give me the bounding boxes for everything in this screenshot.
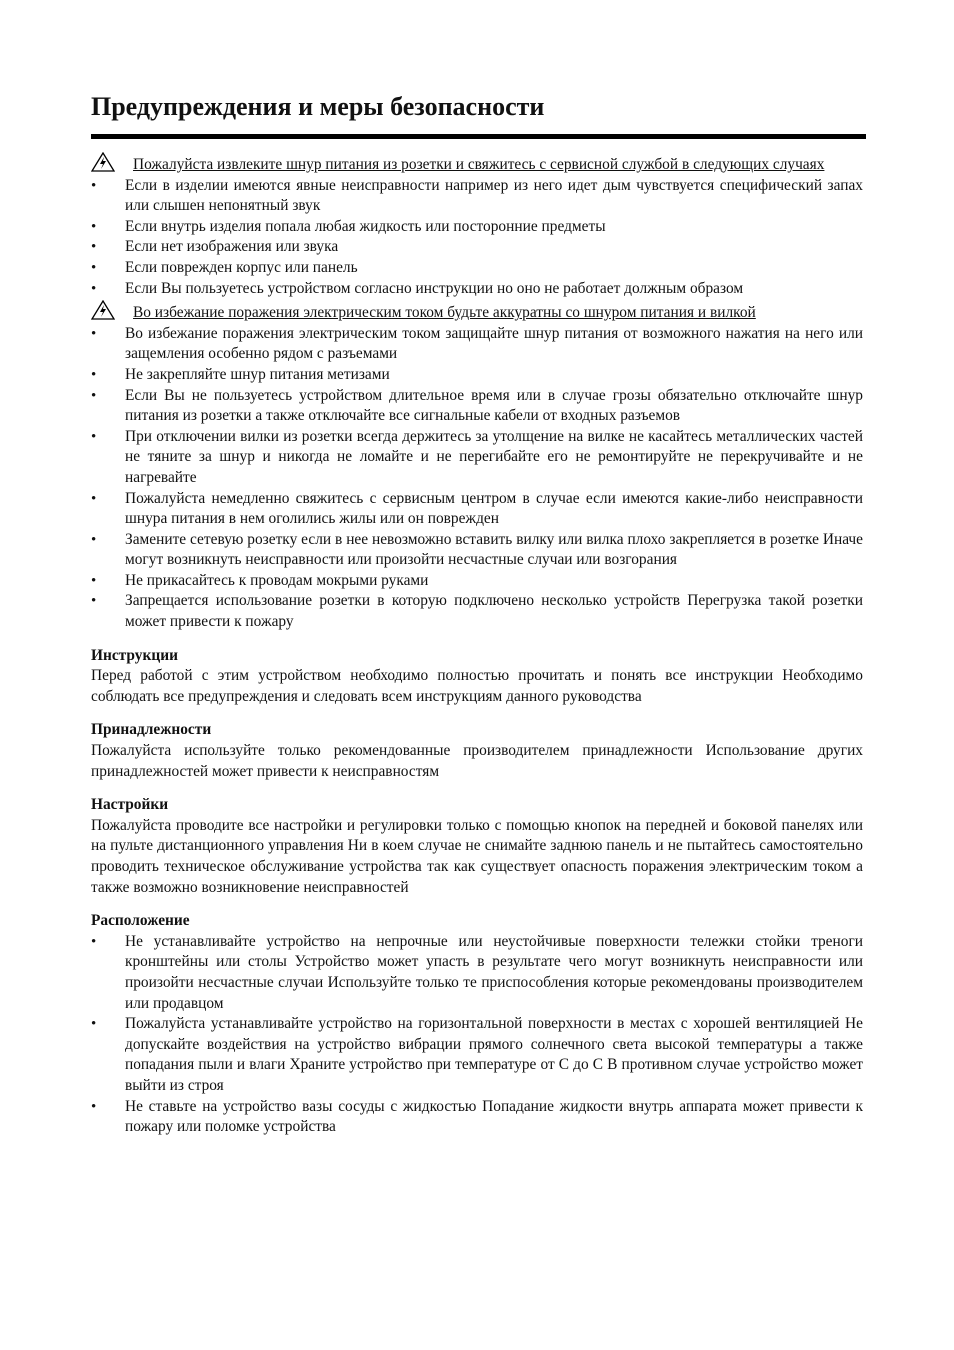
section-text: Перед работой с этим устройством необходимо полностью прочитать и понять все инструкции Необходимо соблюдать все предупреждения и следовать всем инструкциям данного руководства: [91, 667, 863, 705]
list-item: • Замените сетевую розетку если в нее невозможно вставить вилку или вилка плохо закрепляется в розетке Иначе могут возникнуть неисправности или произойти несчастные случаи или возгорания: [91, 530, 863, 571]
list-item: • Не ставьте на устройство вазы сосуды с жидкостью Попадание жидкости внутрь аппарата может привести к пожару или поломке устройства: [91, 1097, 863, 1138]
document-body: [91, 152, 863, 1138]
section-heading: Настройки: [91, 796, 169, 814]
title-divider: [91, 134, 866, 139]
section-text: Пожалуйста используйте только рекомендованные производителем принадлежности Использование других принадлежностей может привести к неисправностям: [91, 742, 863, 780]
section-heading: Принадлежности: [91, 721, 212, 739]
section-settings: [91, 795, 863, 898]
list-item: • Пожалуйста немедленно свяжитесь с сервисным центром в случае если имеются какие-либо неисправности шнура питания в нем оголились жилы или он поврежден: [91, 489, 863, 530]
page-title: Предупреждения и меры безопасности: [91, 92, 545, 121]
section-accessories: [91, 720, 863, 782]
high-voltage-warning-icon: [91, 152, 115, 172]
list-placement: [91, 932, 863, 1138]
list-item: • Не прикасайтесь к проводам мокрыми руками: [91, 571, 863, 592]
warning-text: Пожалуйста извлеките шнур питания из розетки и свяжитесь с сервисной службой в следующих случаях: [133, 156, 825, 173]
section-heading: Инструкции: [91, 646, 178, 664]
list-item: • Не устанавливайте устройство на непрочные или неустойчивые поверхности тележки стойки треноги кронштейны или столы Устройство может упасть в результате чего могут возникнуть неисправности или произойти несчастные случаи Используйте только те приспособления которые рекомендованы производителем или продавцом: [91, 932, 863, 1014]
list-item: • Запрещается использование розетки в которую подключено несколько устройств Перегрузка такой розетки может привести к пожару: [91, 591, 863, 632]
list-item: • Во избежание поражения электрическим током защищайте шнур питания от возможного нажатия на него или защемления особенно рядом с разъемами: [91, 324, 863, 365]
list-item: • Пожалуйста устанавливайте устройство на горизонтальной поверхности в местах с хорошей вентиляцией Не допускайте воздействия на устройство вибрации прямого солнечного света высокой температуры а также попадания пыли и влаги Храните устройство при температуре от С до С В противном случае устройство может выйти из строя: [91, 1014, 863, 1096]
list-item: • При отключении вилки из розетки всегда держитесь за утолщение на вилке не касайтесь металлических частей не тяните за шнур и никогда не ломайте и не перегибайте его не ремонтируйте не перекручивайте и не нагревайте: [91, 427, 863, 489]
section-heading: Расположение: [91, 912, 190, 930]
high-voltage-warning-icon: [91, 300, 115, 320]
warning-power-disconnect: [91, 152, 863, 176]
section-text: Пожалуйста проводите все настройки и регулировки только с помощью кнопок на передней и боковой панелях или на пульте дистанционного управления Ни в коем случае не снимайте заднюю панель и не пытайтесь самостоятельно проводить техническое обслуживание устройства так как существует опасность поражения электрическим током а также возможно возникновение неисправностей: [91, 816, 863, 896]
warning-text: Во избежание поражения электрическим током будьте аккуратны со шнуром питания и вилкой: [133, 304, 756, 322]
warning-electric-shock: [91, 300, 863, 324]
section-placement: [91, 911, 863, 1138]
list-item: • Если поврежден корпус или панель: [91, 258, 863, 279]
section-instructions: [91, 646, 863, 708]
list-item: • Если Вы не пользуетесь устройством длительное время или в случае грозы обязательно отключайте шнур питания из розетки а также отключайте все сигнальные кабели от входных разъемов: [91, 386, 863, 427]
list-cord-safety: [91, 324, 863, 633]
list-item: • Если в изделии имеются явные неисправности например из него идет дым чувствуется специфический запах или слышен непонятный звук: [91, 176, 863, 217]
list-item: • Не закрепляйте шнур питания метизами: [91, 365, 863, 386]
list-item: • Если нет изображения или звука: [91, 237, 863, 258]
list-power-cases: [91, 176, 863, 300]
list-item: • Если Вы пользуетесь устройством согласно инструкции но оно не работает должным образом: [91, 279, 863, 300]
list-item: • Если внутрь изделия попала любая жидкость или посторонние предметы: [91, 217, 863, 238]
